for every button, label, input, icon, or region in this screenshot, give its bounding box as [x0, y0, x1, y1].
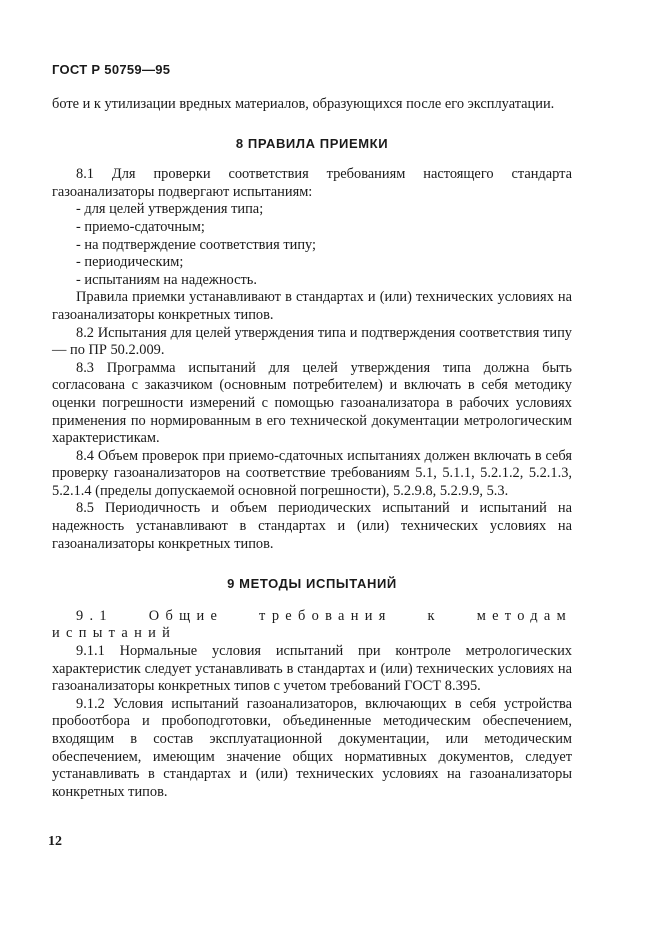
list-item: - испытаниям на надежность. — [76, 271, 257, 288]
continued-paragraph: боте и к утилизации вредных материалов, образующихся после его эксплуатации. — [52, 96, 555, 112]
section-8-heading: 8 ПРАВИЛА ПРИЕМКИ — [235, 135, 389, 151]
document-code: ГОСТ Р 50759—95 — [52, 62, 171, 77]
paragraph-8-5: 8.5 Периодичность и объем периодических испытаний и испытаний на надежность устанавливают в стандартах и (или) технических условиях на газоанализаторы конкретных типов. — [52, 500, 572, 552]
section-9-heading: 9 МЕТОДЫ ИСПЫТАНИЙ — [227, 576, 397, 592]
paragraph-9-1-1: 9.1.1 Нормальные условия испытаний при контроле метрологических характеристик следует устанавливать в стандартах и (или) технических условиях на газоанализаторы конкретных типов с учетом требований ГОСТ 8.395. — [52, 643, 572, 695]
list-item: - для целей утверждения типа; — [76, 201, 264, 218]
list-item: - приемо-сдаточным; — [76, 218, 205, 235]
paragraph-8-2: 8.2 Испытания для целей утверждения типа и подтверждения соответствия типу — по ПР 50.2.009. — [52, 324, 572, 359]
page-number: 12 — [48, 834, 62, 849]
paragraph-9-1-2: 9.1.2 Условия испытаний газоанализаторов, включающих в себя устройства пробоотбора и пробоподготовки, объединенные методическим обеспечением, входящим в состав эксплуатационной документации, или методическим обеспечением, имеющим значение общих нормативных документов, следует устанавливать в стандартах и (или) технических условиях на газоанализаторы конкретных типов. — [52, 695, 572, 800]
list-item: - периодическим; — [76, 254, 184, 271]
paragraph-8-3: 8.3 Программа испытаний для целей утверждения типа должна быть согласована с заказчиком (основным потребителем) и включать в себя методику оценки погрешности измерений с помощью газоанализатора в рабочих условиях применения по нормированным в его технической документации метрологическим характеристикам. — [52, 359, 572, 447]
list-item: - на подтверждение соответствия типу; — [76, 236, 317, 253]
paragraph-8-1: 8.1 Для проверки соответствия требованиям настоящего стандарта газоанализаторы подвергают испытаниям: — [52, 166, 572, 200]
paragraph-rules: Правила приемки устанавливают в стандартах и (или) технических условиях на газоанализаторы конкретных типов. — [52, 289, 572, 323]
paragraph-9-1: 9.1 Общие требования к методам испытаний — [52, 607, 572, 642]
document-body — [52, 96, 572, 801]
paragraph-8-4: 8.4 Объем проверок при приемо-сдаточных испытаниях должен включать в себя проверку газоанализаторов на соответствие требованиям 5.1, 5.1.1, 5.2.1.2, 5.2.1.3, 5.2.1.4 (пределы допускаемой основной погрешности), 5.2.9.8, 5.2.9.9, 5.3. — [52, 447, 572, 499]
